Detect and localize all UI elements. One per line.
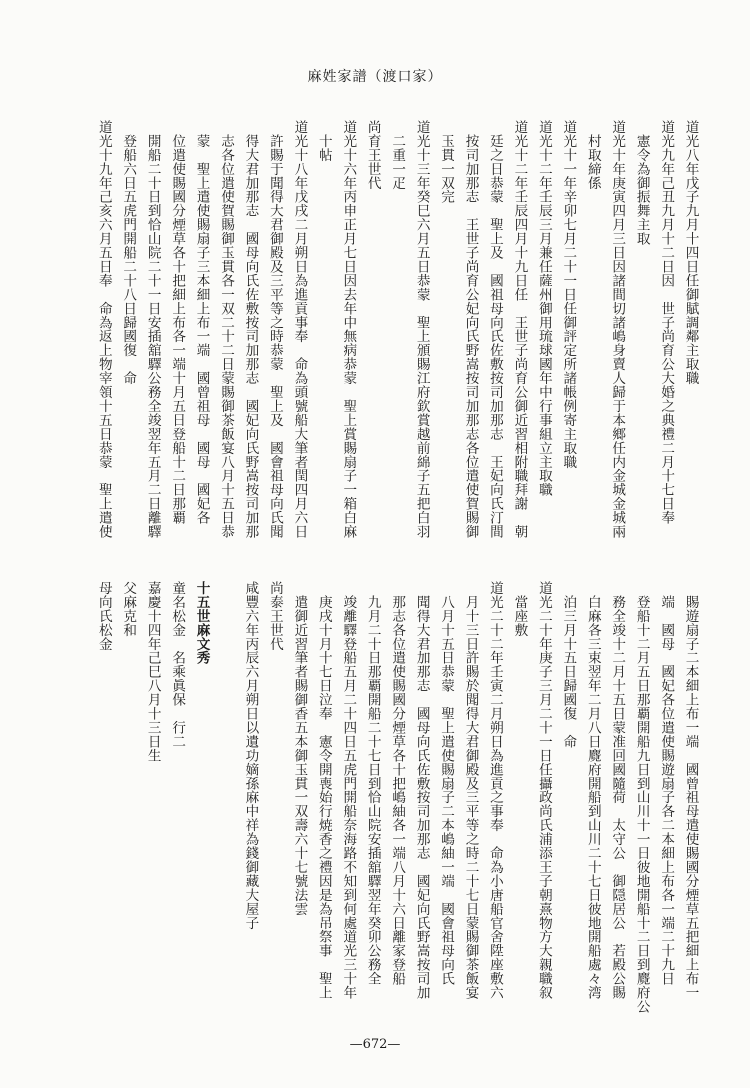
- top-text-column: 開船二十日到恰山院二十一日安插舘驛公務全竣翌年五月二日離驛: [144, 120, 161, 539]
- bottom-text-column: 遣御近習筆者賜御香五本御玉貫一双壽六十七號法雲: [291, 581, 308, 916]
- bottom-text-column: 父麻克和: [120, 581, 137, 637]
- bottom-text-column: 道光二十年庚子三月二十一日任攝政尚氏浦添王子朝熹物方大親職叙: [535, 581, 552, 1000]
- bottom-text-column: 那志各位遣使賜國分煙草各十把嶋紬各一端八月十六日離家登船: [389, 581, 406, 986]
- top-text-column: 志各位遣使賀賜御玉貫各一双二十二日蒙賜御茶飯宴八月十五日恭: [218, 120, 235, 539]
- page-number: —672—: [349, 1037, 401, 1052]
- bottom-text-column: 聞得大君加那志 國母向氏佐敷按司加那志 國妃向氏野嵩按司加: [413, 581, 430, 1000]
- bottom-text-column: 賜遊扇子二本細上布一端 國曾祖母遣使賜國分煙草五把細上布一: [682, 581, 699, 1000]
- bottom-text-column: 道光二十二年壬寅二月朔日為進貢之事奉 命為小唐船官舍陞座敷六: [486, 581, 503, 1000]
- top-text-column: 得大君加那志 國母向氏佐敷按司加那志 國妃向氏野嵩按司加那: [242, 120, 259, 539]
- bottom-text-column: 竣離驛登船五月二十四日五虎門開船奈海路不知到何處道光三十年: [340, 581, 357, 1000]
- bottom-text-column: 九月二十日那覇開船二十七日到恰山院安插舘驛翌年癸卯公務全: [364, 581, 381, 986]
- top-text-column: 道光十三年癸巳六月五日恭蒙 聖上頒賜江府欽賞越前綿子五把白羽: [413, 120, 430, 539]
- bottom-text-column: 白麻各三束翌年二月八日麑府開船到山川二十七日彼地開船處々湾: [584, 581, 601, 1000]
- bottom-text-column: 母向氏松金: [95, 581, 112, 651]
- top-text-column: 道光九年己丑九月十二日因 世子尚育公大婚之典禮二月十七日奉: [658, 120, 675, 525]
- top-text-column: 二重一疋: [389, 120, 406, 190]
- bottom-text-column: 端 國母 國妃各位遣使賜遊扇子各二本細上布各一端二十九日: [658, 581, 675, 986]
- top-text-column: 道光十一年辛卯七月二十一日任御評定所諸帳例寄主取職: [560, 120, 577, 469]
- top-text-column: 登船六日五虎門開船二十八日歸國復 命: [120, 120, 137, 386]
- bottom-text-column: 嘉慶十四年己巳八月十三日生: [144, 581, 161, 763]
- bottom-text-column: 當座敷: [511, 581, 528, 637]
- bottom-text-column: 月十三日許賜於聞得大君御殿及三平等之時二十七日蒙賜御茶飯宴: [462, 581, 479, 1000]
- top-text-column: 蒙 聖上遣使賜扇子三本細上布一端 國曾祖母 國母 國妃各: [193, 120, 210, 525]
- top-text-column: 道光十二年壬辰三月兼任薩州御用琉球國年中行事組立主取職: [535, 120, 552, 497]
- bottom-text-column: 童名松金 名乘眞保 行二: [169, 581, 186, 749]
- top-text-column: 許賜于聞得大君御殿及三平等之時恭蒙 聖上及 國會祖母向氏聞: [266, 120, 283, 539]
- page-header: 麻姓家譜（渡口家）: [307, 69, 443, 85]
- top-text-column: 村取締係: [584, 120, 601, 190]
- bottom-text-column: 登船十二月五日那覇開船九日到山川十一日彼地開船十二日到麑府公: [633, 581, 650, 1014]
- top-text-column: 道光十年庚寅四月三日因諸間切諸嶋身賣人歸于本鄉任内金城金城兩: [609, 120, 626, 539]
- top-text-column: 位遣使賜國分煙草各十把細上布各一端十月五日登船十二日那覇: [169, 120, 186, 525]
- bottom-text-column: 庚戌十月十七日泣奉 憲令開喪始行焼香之禮因是為吊祭事 聖上: [315, 581, 332, 1000]
- top-text-column: 十帖: [315, 120, 332, 162]
- top-text-column: 玉貫一双完: [438, 120, 455, 204]
- top-text-column: 道光十二年壬辰四月十九日任 王世子尚育公御近習相附職拜謝 朝: [511, 120, 528, 539]
- bottom-text-column: 十五世麻文秀: [193, 581, 210, 665]
- bottom-text-column: 八月十五日恭蒙 聖上遣使賜扇子二本嶋紬一端 國會祖母向氏: [438, 581, 455, 986]
- bottom-text-column: 泊三月十五日歸國復 命: [560, 581, 577, 749]
- top-text-column: 憲令為御振舞主取: [633, 120, 650, 246]
- top-text-column: 廷之日恭蒙 聖上及 國祖母向氏佐敷按司加那志 王妃向氏汀間: [486, 120, 503, 539]
- top-text-column: 尚育王世代: [364, 120, 381, 190]
- bottom-text-column: 務全竣十二月十五日蒙准回國隨荷 太守公 御隠居公 若殿公賜: [609, 581, 626, 1000]
- top-text-column: 道光十八年戊戌二月朔日為進貢事奉 命為頭號船大筆者閏四月六日: [291, 120, 308, 539]
- top-text-column: 按司加那志 王世子尚育公妃向氏野嵩按司加那志各位遣使賀賜御: [462, 120, 479, 539]
- top-text-column: 道光八年戊子九月十四日任御賦調鄰主取職: [682, 120, 699, 386]
- top-text-column: 道光十九年己亥六月五日奉 命為返上物宰領十五日恭蒙 聖上遣使: [95, 120, 112, 539]
- bottom-text-column: 咸豐六年丙辰六月朔日以遺功嫡孫麻中祥為錢御藏大屋子: [242, 581, 259, 930]
- top-text-column: 道光十六年丙申正月七日因去年中無病恭蒙 聖上賞賜扇子一箱白麻: [340, 120, 357, 539]
- bottom-text-column: 尚泰王世代: [266, 581, 283, 651]
